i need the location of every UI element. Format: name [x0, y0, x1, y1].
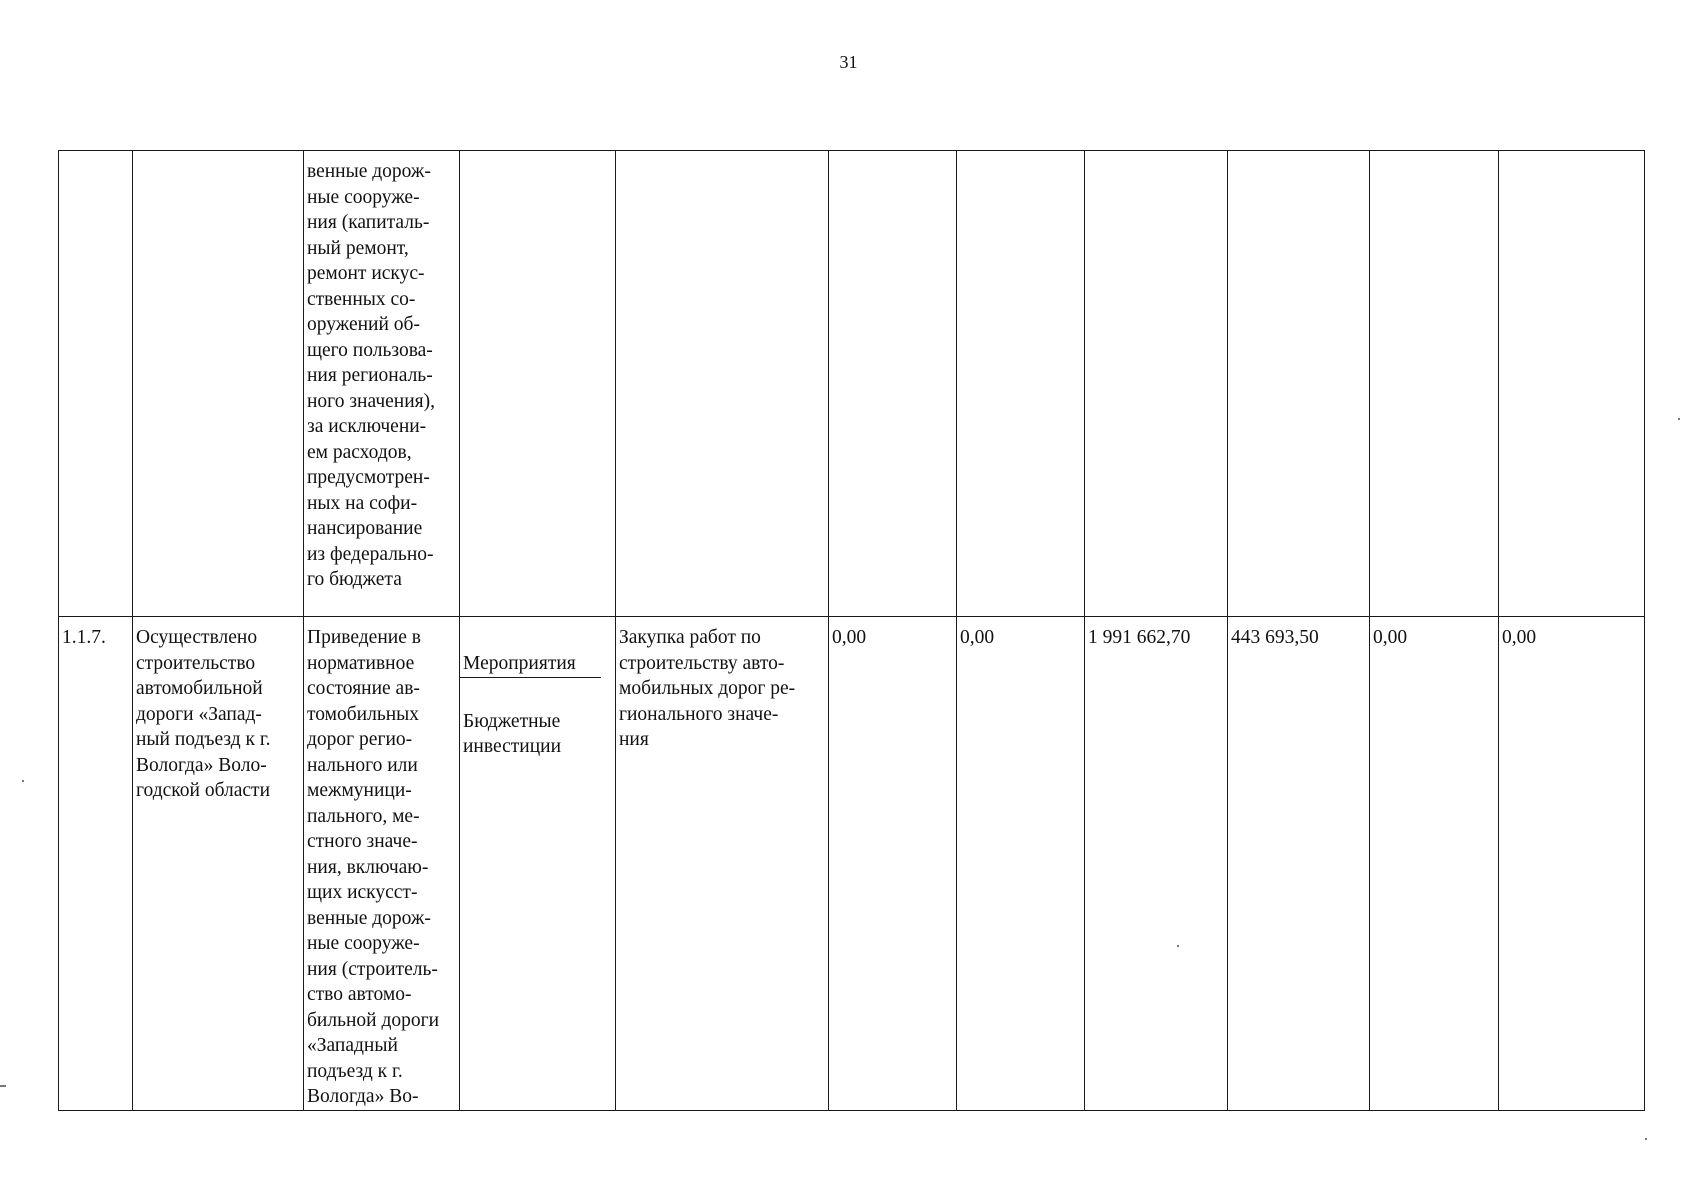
scan-dot [1177, 945, 1179, 947]
cell-description: венные дорож- ные сооруже- ния (капиталь- ный ремонт, ремонт искус- ственных со- оружений об- щего пользова- ния региональ- ного значения), за исключени- ем расходов, предусмотрен- ных на софи- нансирование из федерально- го бюджета [304, 151, 460, 617]
cell-description: Приведение в нормативное состояние ав- томобильных дорог регио- нального или межмуници- пального, ме- стного значе- ния, включаю- щих искусст- венные дорож- ные сооруже- ния (строитель- ство автомо- бильной дороги «Западный подъезд к г. Вологда» Во- [304, 617, 460, 1111]
cell-event-type [460, 151, 616, 617]
scan-dot [1678, 418, 1680, 420]
cell-number: 1.1.7. [59, 617, 133, 1111]
cell-value [957, 151, 1085, 617]
scan-dot [22, 780, 24, 782]
cell-value [1228, 151, 1370, 617]
cell-value: 0,00 [829, 617, 957, 1111]
cell-result [133, 151, 304, 617]
table-row-continuation [59, 151, 1645, 617]
cell-value [1370, 151, 1499, 617]
cell-value [829, 151, 957, 617]
scan-dash [0, 1085, 6, 1087]
budget-table [58, 150, 1645, 1111]
cell-value [1499, 151, 1645, 617]
cell-purchase: Закупка работ по строительству авто- мобильных дорог ре- гионального значе- ния [616, 617, 829, 1111]
table-row-1-1-7 [59, 617, 1645, 1111]
cell-event-type [460, 617, 616, 1111]
event-type-label: Мероприятия [460, 643, 601, 679]
scan-dot [1645, 1138, 1647, 1140]
cell-value: 0,00 [1499, 617, 1645, 1111]
page-number: 31 [839, 52, 858, 72]
cell-value: 0,00 [1370, 617, 1499, 1111]
cell-value: 1 991 662,70 [1085, 617, 1228, 1111]
cell-value: 0,00 [957, 617, 1085, 1111]
event-type-value: Бюджетные инвестиции [463, 710, 562, 757]
cell-value [1085, 151, 1228, 617]
cell-number [59, 151, 133, 617]
cell-purchase [616, 151, 829, 617]
cell-result: Осуществлено строительство автомобильной дороги «Запад- ный подъезд к г. Вологда» Воло- годской области [133, 617, 304, 1111]
cell-value: 443 693,50 [1228, 617, 1370, 1111]
